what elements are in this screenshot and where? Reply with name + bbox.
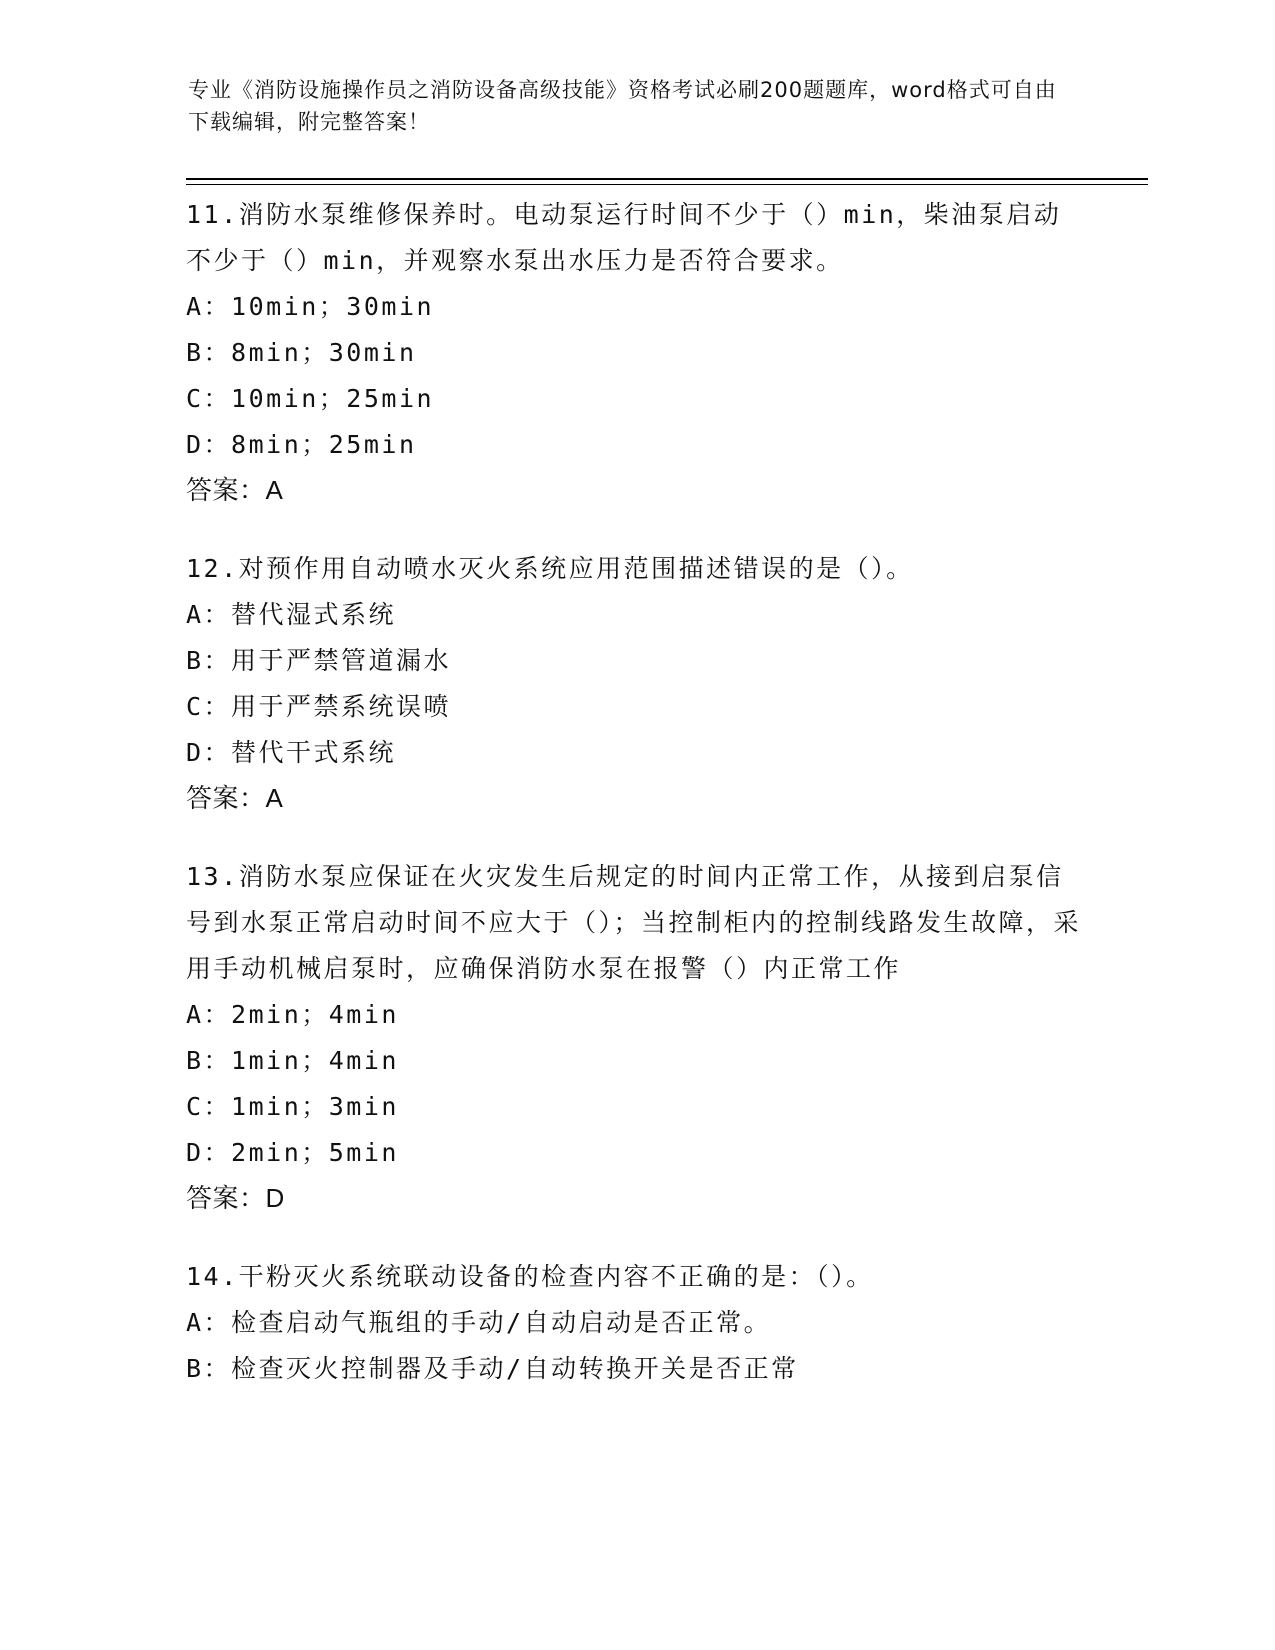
question-stem: 14.干粉灭火系统联动设备的检查内容不正确的是：（）。 xyxy=(186,1262,874,1291)
question-stem: 11.消防水泵维修保养时。电动泵运行时间不少于（）min，柴油泵启动不少于（）min，并观察水泵出水压力是否符合要求。 xyxy=(186,200,1062,275)
option-b: B：用于严禁管道漏水 xyxy=(186,646,452,675)
document-header: 专业《消防设施操作员之消防设备高级技能》资格考试必刷200题题库，word格式可自由下载编辑，附完整答案！ xyxy=(188,78,1057,134)
option-c: C：10min；25min xyxy=(186,384,435,413)
answer: 答案：A xyxy=(186,783,284,813)
question-12 xyxy=(186,546,1086,820)
option-a: A：替代湿式系统 xyxy=(186,600,397,629)
option-a: A：检查启动气瓶组的手动/自动启动是否正常。 xyxy=(186,1308,772,1337)
option-b: B：1min；4min xyxy=(186,1046,399,1075)
option-c: C：1min；3min xyxy=(186,1092,399,1121)
answer: 答案：D xyxy=(186,1183,285,1213)
option-b: B：检查灭火控制器及手动/自动转换开关是否正常 xyxy=(186,1354,799,1383)
answer: 答案：A xyxy=(186,475,284,505)
option-a: A：10min；30min xyxy=(186,292,435,321)
question-stem: 13.消防水泵应保证在火灾发生后规定的时间内正常工作，从接到启泵信号到水泵正常启动时间不应大于（）；当控制柜内的控制线路发生故障，采用手动机械启泵时，应确保消防水泵在报警（）内正常工作 xyxy=(186,862,1082,983)
question-13 xyxy=(186,854,1086,1220)
option-b: B：8min；30min xyxy=(186,338,417,367)
question-stem: 12.对预作用自动喷水灭火系统应用范围描述错误的是（）。 xyxy=(186,554,914,583)
option-d: D：替代干式系统 xyxy=(186,738,397,767)
header-divider-thick xyxy=(186,178,1148,180)
question-14 xyxy=(186,1254,1086,1392)
option-d: D：2min；5min xyxy=(186,1138,399,1167)
option-d: D：8min；25min xyxy=(186,430,417,459)
option-c: C：用于严禁系统误喷 xyxy=(186,692,452,721)
option-a: A：2min；4min xyxy=(186,1000,399,1029)
question-list xyxy=(186,192,1086,1426)
question-11 xyxy=(186,192,1086,512)
header-divider-thin xyxy=(186,184,1148,185)
